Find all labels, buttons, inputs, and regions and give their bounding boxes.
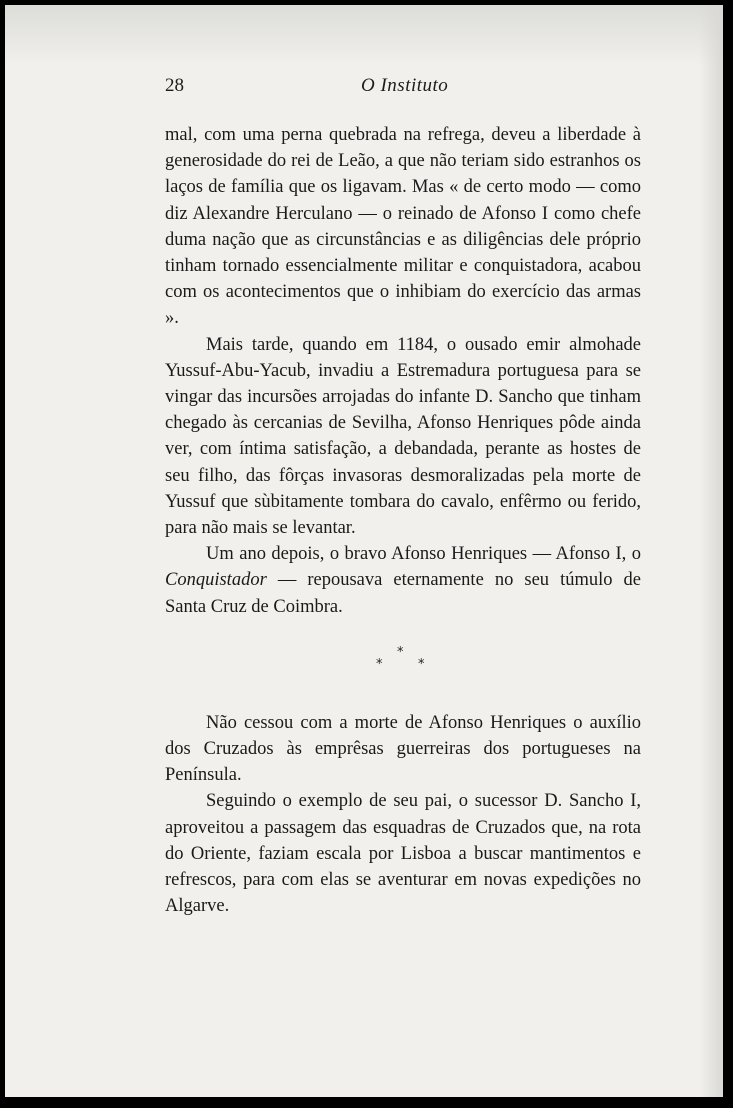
paragraph-3 <box>165 541 641 620</box>
running-title: O Instituto <box>361 75 449 96</box>
paragraph-5: Seguindo o exemplo de seu pai, o sucessor D. Sancho I, aproveitou a passagem das esquadras de Cruzados que, na rota do Oriente, faziam escala por Lisboa a buscar mantimentos e refrescos, para com elas se aventurar em novas expedições no Algarve. <box>165 791 641 917</box>
asterism-star-right: * <box>418 656 425 672</box>
paragraph-4: Não cessou com a morte de Afonso Henriques o auxílio dos Cruzados às emprêsas guerreiras dos portugueses na Península. <box>165 712 641 786</box>
paragraph-3-text-start: Um ano depois, o bravo Afonso Henriques — Afonso I, o <box>206 544 641 565</box>
book-page <box>5 5 723 1097</box>
asterism-star-top: * <box>397 644 404 660</box>
paragraph-3-text-end: — repousava eternamente no seu túmulo de Santa Cruz de Coimbra. <box>165 570 641 617</box>
section-separator <box>165 620 641 710</box>
asterism-star-left: * <box>376 656 383 672</box>
page-number: 28 <box>165 75 184 96</box>
page-header <box>165 75 641 105</box>
paragraph-1: mal, com uma perna quebrada na refrega, deveu a liberdade à generosidade do rei de Leão, a que não teriam sido estranhos os laços de família que os ligavam. Mas « de certo modo — como diz Alexandre Herculano — o reinado de Afonso I como chefe duma nação que as circunstâncias e as diligências dele próprio tinham tornado essencialmente militar e conquistadora, acabou com os acontecimentos que o inhibiam do exercício das armas ». <box>165 125 641 329</box>
text-block <box>165 122 641 919</box>
paragraph-2: Mais tarde, quando em 1184, o ousado emir almohade Yussuf-Abu-Yacub, invadiu a Estremadura portuguesa para se vingar das incursões arrojadas do infante D. Sancho que tinham chegado às cercanias de Sevilha, Afonso Henriques pôde ainda ver, com íntima satisfação, a debandada, perante as hostes de seu filho, das fôrças invasoras desmoralizadas pela morte de Yussuf que sùbitamente tombara do cavalo, enfêrmo ou ferido, para não mais se levantar. <box>165 334 641 539</box>
italic-epithet: Conquistador <box>165 570 267 591</box>
